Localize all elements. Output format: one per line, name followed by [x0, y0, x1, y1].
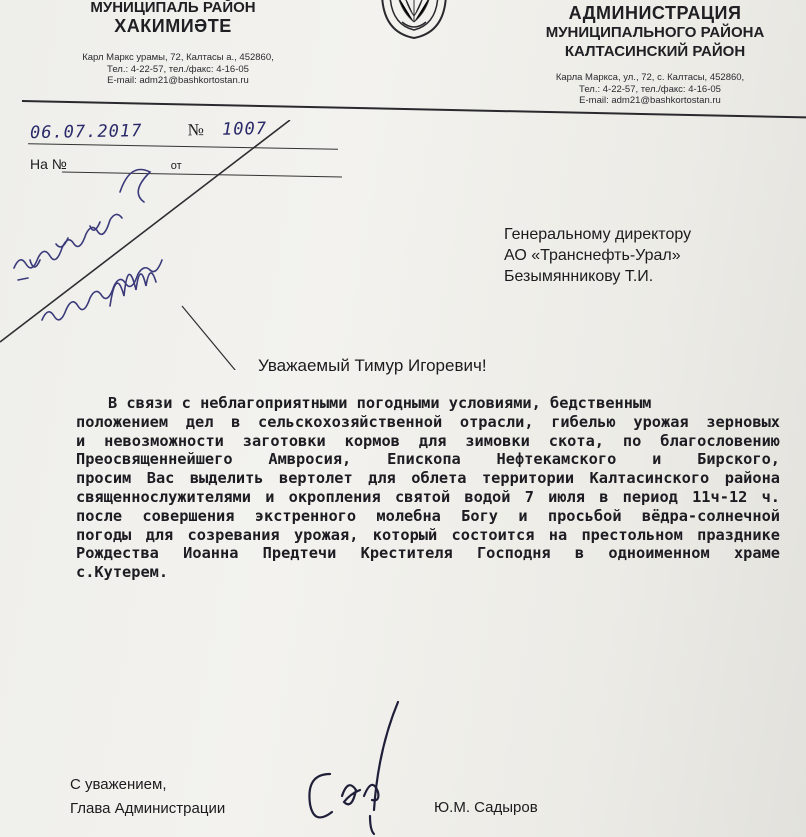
header-right-title	[520, 4, 790, 61]
addressee-name: Безымянникову Т.И.	[504, 268, 654, 285]
reference-date-label: от	[170, 160, 182, 172]
body-line: погоды для созревания урожая, который состоится на престольном празднике	[76, 525, 780, 544]
header-left-email: E-mail: adm21@bashkortostan.ru	[107, 75, 249, 86]
closing-regards: С уважением,	[70, 776, 167, 793]
addressee-block	[504, 224, 794, 287]
body-line: положением дел в сельскохозяйственной отрасли, гибелью урожая зерновых	[76, 412, 780, 431]
outgoing-number: 1007	[221, 118, 268, 140]
body-line: просим Вас выделить вертолет для облета территории Калтасинского района	[76, 469, 780, 488]
closing-position: Глава Администрации	[70, 800, 226, 817]
body-line: В связи с неблагоприятными погодными условиями, бедственным	[108, 394, 652, 412]
body-line: после совершения экстренного молебна Богу и просьбой вёдра-солнечной	[76, 506, 780, 525]
body-line: Рождества Иоанна Предтечи Крестителя Господня в одноименном храме	[76, 544, 780, 563]
coat-of-arms-emblem	[372, 0, 456, 40]
header-left-line1: МУНИЦИПАЛЬ РАЙОН	[90, 0, 256, 16]
header-left-street: Карл Маркс урамы, 72, Калтасы а., 452860,	[82, 52, 274, 63]
handwritten-signature	[290, 700, 410, 837]
header-left-phone: Тел.: 4-22-57, тел./факс: 4-16-05	[107, 63, 249, 75]
letter-body	[76, 394, 780, 582]
header-right-street: Карла Маркса, ул., 72, с. Калтасы, 452860,	[555, 72, 745, 83]
reference-number-label: На №	[30, 156, 67, 172]
body-line: священнослужителями и окропления святой водой 7 июля в период 11ч-12 ч.	[76, 487, 780, 506]
header-right-address	[520, 72, 780, 107]
addressee-position: Генеральному директору	[504, 226, 692, 243]
signer-name: Ю.М. Садыров	[434, 799, 538, 816]
outgoing-date: 06.07.2017	[29, 121, 143, 144]
header-right-phone: Тел.: 4-22-57, тел./факс: 4-16-05	[579, 83, 721, 95]
handwritten-resolution	[0, 120, 300, 370]
addressee-company: АО «Транснефть-Урал»	[504, 247, 681, 264]
closing-block	[70, 773, 225, 821]
body-line: Преосвященнейшего Амвросия, Епископа Нефтекамского и Бирского,	[76, 450, 780, 469]
body-line: и невозможности заготовки кормов для зимовки скота, по благословению	[76, 431, 780, 450]
body-line: с.Кутерем.	[76, 563, 169, 582]
header-left-title	[38, 0, 308, 36]
header-right-line2: МУНИЦИПАЛЬНОГО РАЙОНА	[545, 24, 765, 41]
outgoing-number-label: №	[187, 120, 205, 140]
header-left-line2: ХАКИМИӘТЕ	[114, 16, 232, 36]
header-right-email: E-mail: adm21@bashkortostan.ru	[579, 95, 721, 106]
header-right-line3: КАЛТАСИНСКИЙ РАЙОН	[564, 43, 746, 60]
header-right-line1: АДМИНИСТРАЦИЯ	[568, 3, 742, 23]
header-left-address	[18, 52, 338, 87]
greeting: Уважаемый Тимур Игоревич!	[258, 356, 487, 375]
